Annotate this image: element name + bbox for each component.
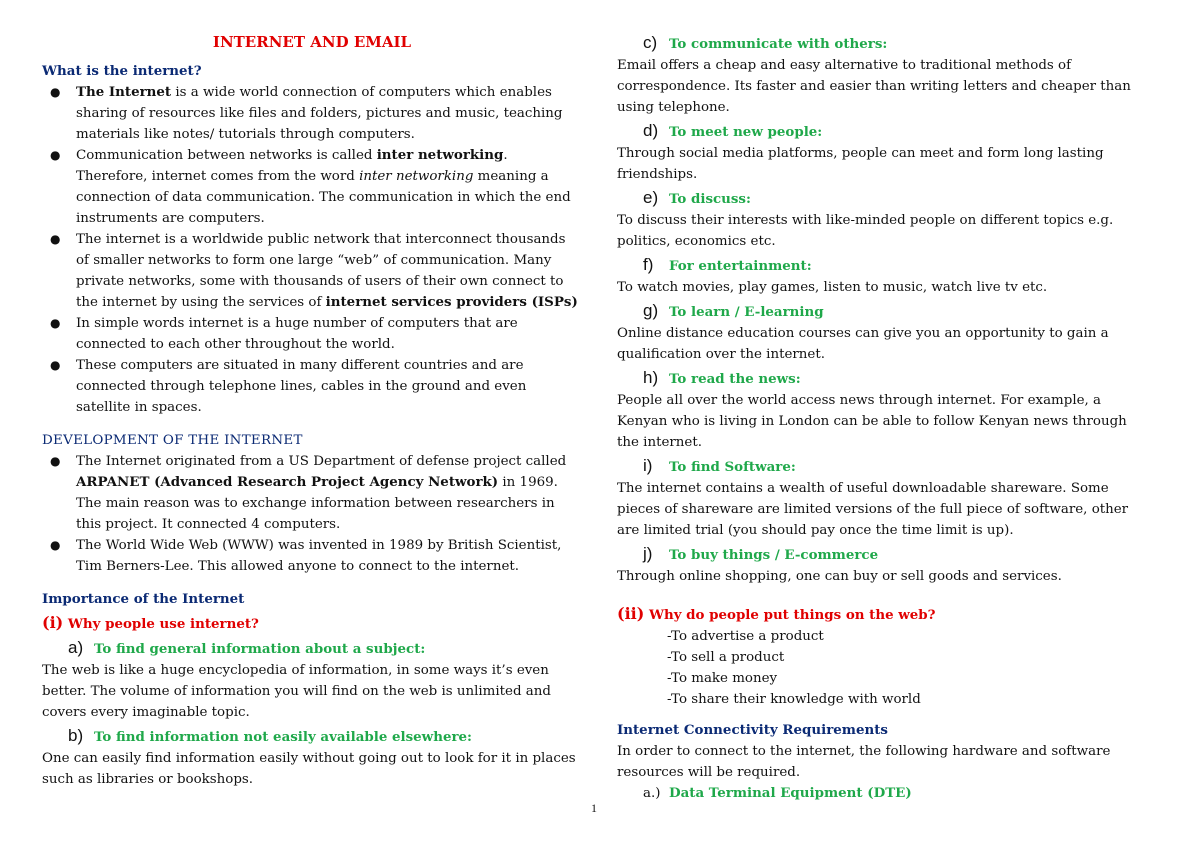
item-g-body: Online distance education courses can give you an opportunity to gain a qualification over the internet. xyxy=(617,326,1109,362)
item-f-heading: f) For entertainment: xyxy=(643,255,812,274)
list-item: -To advertise a product xyxy=(667,629,824,644)
bullet-icon: ● xyxy=(50,358,61,372)
list-item: ● The internet is a worldwide public network that interconnect thousands of smaller networks to form one large “web” of communication. Many private networks, some with thousands of users of their own connect to the internet by using the services of internet services providers (ISPs) xyxy=(42,229,582,313)
item-f-body: To watch movies, play games, listen to music, watch live tv etc. xyxy=(617,280,1048,295)
page-number: 1 xyxy=(591,801,597,815)
list-item: -To make money xyxy=(667,671,778,686)
development-list xyxy=(42,451,582,577)
list-item: ● These computers are situated in many different countries and are connected through telephone lines, cables in the ground and even satellite in spaces. xyxy=(42,355,582,418)
item-b-heading: b) To find information not easily available elsewhere: xyxy=(68,726,472,745)
item-b-body: One can easily find information easily without going out to look for it in places such as libraries or bookshops. xyxy=(42,751,576,787)
bullet-icon: ● xyxy=(50,538,61,552)
development-heading: DEVELOPMENT OF THE INTERNET xyxy=(42,433,303,448)
item-e-body: To discuss their interests with like-minded people on different topics e.g. politics, economics etc. xyxy=(617,213,1114,249)
right-column xyxy=(617,0,1137,804)
importance-heading: Importance of the Internet xyxy=(42,591,245,607)
left-column xyxy=(42,0,582,790)
list-item: ● The Internet is a wide world connection of computers which enables sharing of resources like files and folders, pictures and music, teaching materials like notes/ tutorials through computers. xyxy=(50,84,563,142)
list-item: ● In simple words internet is a huge number of computers that are connected to each other throughout the world. xyxy=(42,313,582,355)
bullet-icon: ● xyxy=(50,148,61,162)
list-item: -To sell a product xyxy=(667,650,785,665)
item-d-heading: d) To meet new people: xyxy=(643,121,823,140)
item-a-heading: a) To find general information about a subject: xyxy=(68,638,426,657)
why-put-heading: (ii) Why do people put things on the web? xyxy=(617,604,936,623)
item-a-body: The web is like a huge encyclopedia of information, in some ways it’s even better. The volume of information you will find on the web is unlimited and covers every imaginable topic. xyxy=(42,663,551,720)
page-title: INTERNET AND EMAIL xyxy=(212,33,412,51)
bullet-icon: ● xyxy=(50,316,61,330)
why-put-list xyxy=(617,626,1137,710)
connectivity-body: In order to connect to the internet, the following hardware and software resources will be required. xyxy=(617,744,1111,780)
list-item: ● The World Wide Web (WWW) was invented in 1989 by British Scientist, Tim Berners-Lee. This allowed anyone to connect to the internet. xyxy=(42,535,582,577)
list-item: ● The Internet originated from a US Department of defense project called ARPANET (Advanced Research Project Agency Network) in 1969. The main reason was to exchange information between researchers in this project. It connected 4 computers. xyxy=(42,451,582,535)
what-is-internet-heading: What is the internet? xyxy=(42,63,202,79)
bullet-icon: ● xyxy=(50,232,61,246)
item-c-heading: c) To communicate with others: xyxy=(643,33,888,52)
item-j-body: Through online shopping, one can buy or sell goods and services. xyxy=(617,569,1062,584)
bullet-icon: ● xyxy=(50,454,61,468)
item-g-heading: g) To learn / E-learning xyxy=(643,301,824,320)
item-e-heading: e) To discuss: xyxy=(643,188,751,207)
bullet-icon: ● xyxy=(50,85,61,99)
item-d-body: Through social media platforms, people can meet and form long lasting friendships. xyxy=(617,146,1104,182)
item-i-heading: i) To find Software: xyxy=(643,456,796,475)
what-is-internet-list xyxy=(42,82,582,418)
item-h-body: People all over the world access news through internet. For example, a Kenyan who is living in London can be able to follow Kenyan news through the internet. xyxy=(617,393,1127,450)
why-use-heading: (i) Why people use internet? xyxy=(42,613,259,632)
item-c-body: Email offers a cheap and easy alternative to traditional methods of correspondence. Its faster and easier than writing letters and cheaper than using telephone. xyxy=(617,58,1131,115)
list-item: ● Communication between networks is called inter networking. Therefore, internet comes from the word inter networking meaning a connection of data communication. The communication in which the end instruments are computers. xyxy=(50,147,571,226)
connectivity-heading: Internet Connectivity Requirements xyxy=(617,722,888,738)
item-j-heading: j) To buy things / E-commerce xyxy=(643,544,879,563)
item-i-body: The internet contains a wealth of useful downloadable shareware. Some pieces of shareware are limited versions of the full piece of software, other are limited trial (you should pay once the time limit is up). xyxy=(617,481,1129,538)
item-h-heading: h) To read the news: xyxy=(643,368,801,387)
connectivity-item-a: a.) Data Terminal Equipment (DTE) xyxy=(643,785,912,801)
list-item: -To share their knowledge with world xyxy=(667,692,921,707)
